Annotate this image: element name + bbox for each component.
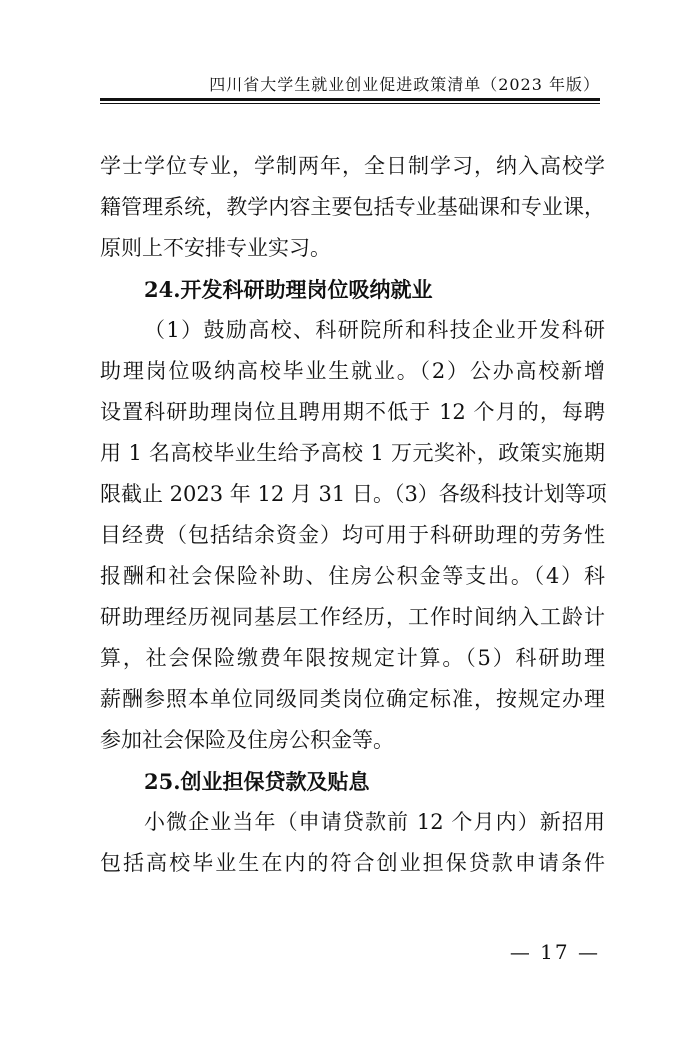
page-number: — 17 — bbox=[509, 940, 600, 964]
text-line: 助理岗位吸纳高校毕业生就业。（2）公办高校新增 bbox=[100, 359, 605, 383]
text-line: 设置科研助理岗位且聘用期不低于 12 个月的，每聘 bbox=[100, 400, 605, 424]
text-line: 目经费（包括结余资金）均可用于科研助理的劳务性 bbox=[100, 523, 605, 547]
text-line: 籍管理系统，教学内容主要包括专业基础课和专业课， bbox=[100, 195, 605, 219]
header-rule-thick bbox=[100, 98, 600, 101]
section-heading-25: 25.创业担保贷款及贴息 bbox=[144, 769, 370, 794]
text-line: 参加社会保险及住房公积金等。 bbox=[100, 728, 394, 752]
text-line: 薪酬参照本单位同级同类岗位确定标准，按规定办理 bbox=[100, 687, 605, 711]
text-line: 小微企业当年（申请贷款前 12 个月内）新招用 bbox=[144, 810, 605, 834]
text-line: 原则上不安排专业实习。 bbox=[100, 236, 331, 260]
running-header: 四川省大学生就业创业促进政策清单（2023 年版） bbox=[209, 75, 600, 94]
text-line: 报酬和社会保险补助、住房公积金等支出。（4）科 bbox=[100, 564, 605, 588]
text-line: 包括高校毕业生在内的符合创业担保贷款申请条件 bbox=[100, 851, 605, 875]
text-line: 算，社会保险缴费年限按规定计算。（5）科研助理 bbox=[100, 646, 605, 670]
text-line: 用 1 名高校毕业生给予高校 1 万元奖补，政策实施期 bbox=[100, 441, 605, 465]
text-line: 研助理经历视同基层工作经历，工作时间纳入工龄计 bbox=[100, 605, 605, 629]
text-line: 限截止 2023 年 12 月 31 日。（3）各级科技计划等项 bbox=[100, 482, 607, 506]
page-body bbox=[100, 146, 605, 884]
header-rule-thin bbox=[100, 103, 600, 104]
text-line: 学士学位专业，学制两年，全日制学习，纳入高校学 bbox=[100, 154, 605, 178]
section-heading-24: 24.开发科研助理岗位吸纳就业 bbox=[144, 277, 433, 302]
text-line: （1）鼓励高校、科研院所和科技企业开发科研 bbox=[144, 318, 605, 342]
